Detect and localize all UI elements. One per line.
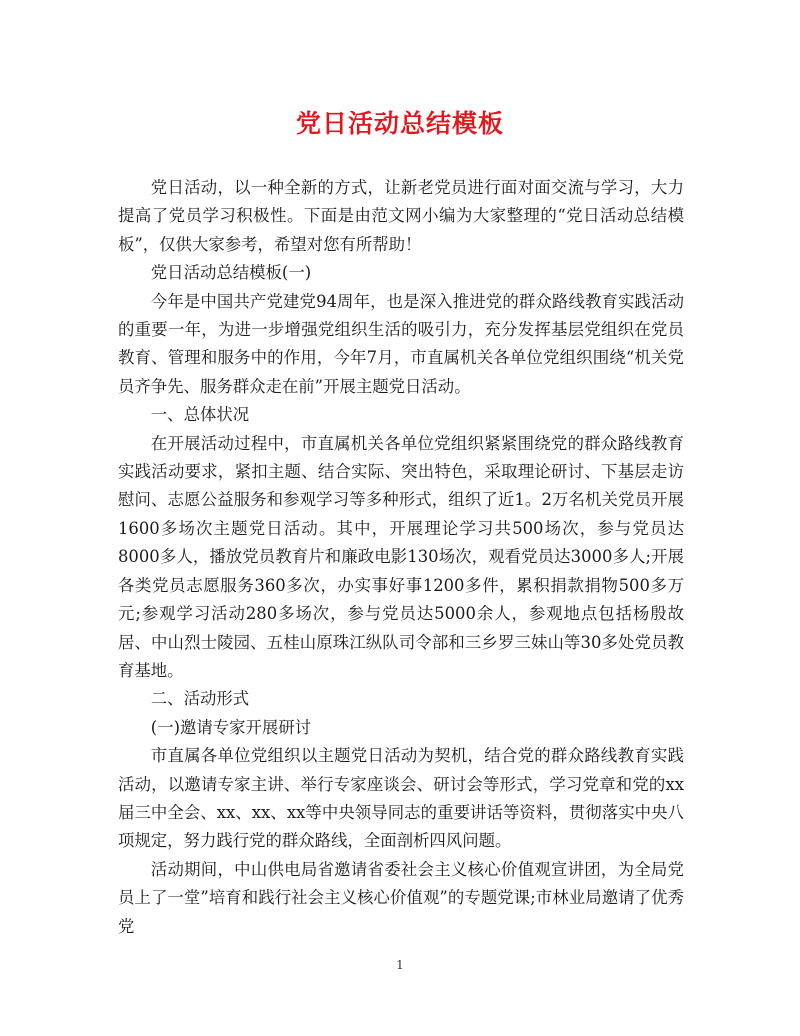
intro-paragraph: 党日活动，以一种全新的方式，让新老党员进行面对面交流与学习，大力提高了党员学习积极性。下面是由范文网小编为大家整理的“党日活动总结模板”，仅供大家参考，希望对您有所帮助！ (118, 178, 684, 254)
background-paragraph: 今年是中国共产党建党94周年，也是深入推进党的群众路线教育实践活动的重要一年，为进一步增强党组织生活的吸引力，充分发挥基层党组织在党员教育、管理和服务中的作用，今年7月，市直属机关各单位党组织围绕“机关党员齐争先、服务群众走在前”开展主题党日活动。 (118, 291, 684, 396)
subsection-heading-experts: (一)邀请专家开展研讨 (150, 717, 312, 737)
overview-paragraph: 在开展活动过程中，市直属机关各单位党组织紧紧围绕党的群众路线教育实践活动要求，紧扣主题、结合实际、突出特色，采取理论研讨、下基层走访慰问、志愿公益服务和参观学习等多种形式，组织了近1。2万名机关党员开展1600多场次主题党日活动。其中，开展理论学习共500场次，参与党员达8000多人，播放党员教育片和廉政电影130场次，观看党员达3000多人;开展各类党员志愿服务360多次，办实事好事1200多件，累积捐款捐物500多万元;参观学习活动280多场次，参与党员达5000余人，参观地点包括杨殷故居、中山烈士陵园、五桂山原珠江纵队司令部和三乡罗三妹山等30多处党员教育基地。 (118, 433, 684, 680)
section-heading-template-one: 党日活动总结模板(一) (150, 263, 312, 283)
section-heading-overview: 一、总体状况 (150, 405, 250, 425)
document-body (118, 174, 684, 941)
activity-period-paragraph: 活动期间，中山供电局省邀请省委社会主义核心价值观宣讲团，为全局党员上了一堂”培育和践行社会主义核心价值观”的专题党课;市林业局邀请了优秀党 (118, 859, 684, 936)
document-title: 党日活动总结模板 (295, 109, 504, 138)
page-number: 1 (396, 958, 404, 972)
experts-paragraph: 市直属各单位党组织以主题党日活动为契机，结合党的群众路线教育实践活动，以邀请专家主讲、举行专家座谈会、研讨会等形式，学习党章和党的xx届三中全会、xx、xx、xx等中央领导同志的重要讲话等资料，贯彻落实中央八项规定，努力践行党的群众路线，全面剖析四风问题。 (118, 746, 684, 851)
section-heading-activity-forms: 二、活动形式 (150, 689, 250, 709)
